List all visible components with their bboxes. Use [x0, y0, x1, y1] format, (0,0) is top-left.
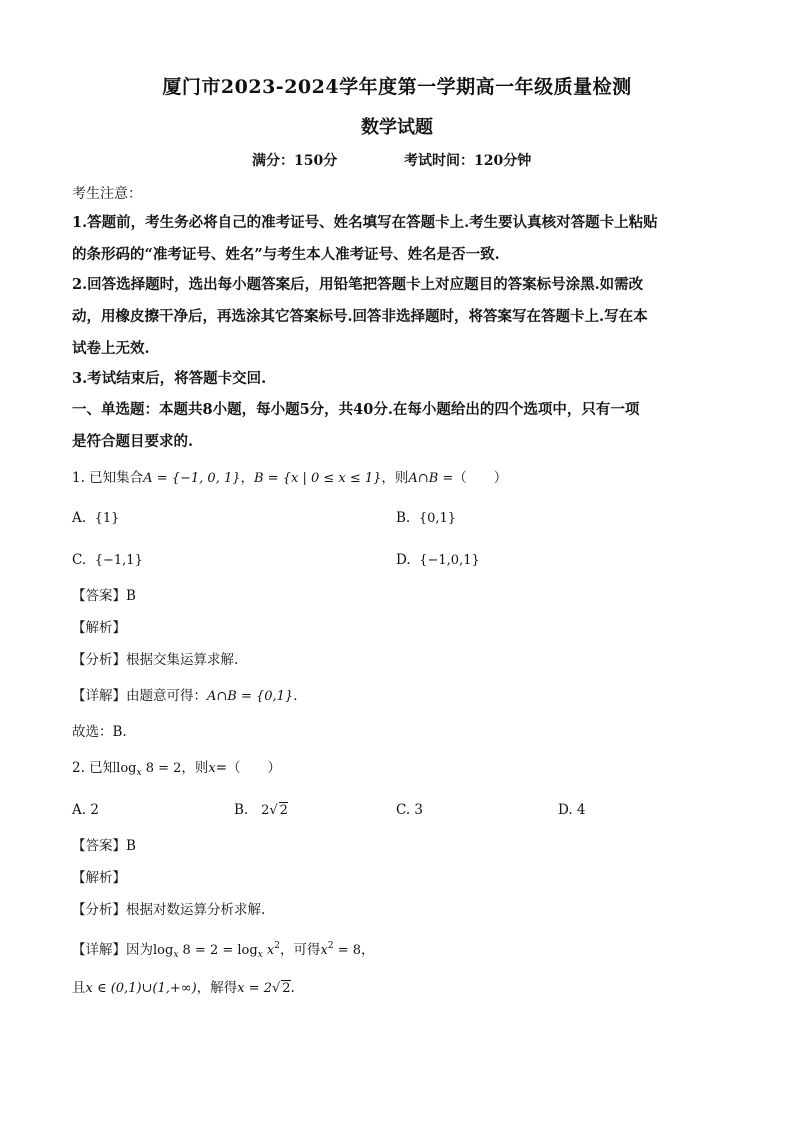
question-1-stem: [72, 468, 507, 489]
notice-label: 考生注意：: [72, 186, 142, 202]
q1-detail: [72, 686, 298, 707]
exam-time: 考试时间：120分钟: [404, 153, 532, 169]
q2-line2-text-2: ，解得: [196, 980, 238, 996]
q2-option-b-radicand: 2: [279, 803, 288, 818]
q2-analysis-tag: 【解析】: [72, 870, 126, 886]
notice-item-3: 3.考试结束后，将答题卡交回.: [72, 370, 267, 387]
q1-fenxi-text: 根据交集运算求解.: [126, 652, 239, 668]
q2-detail-tag: 【详解】: [72, 942, 126, 958]
q2-detail-line-2: 且x ∈ (0,1)∪(1,+∞)，解得x = 2√ 2.: [72, 980, 295, 996]
q2-eq-rest: 8 = 2: [145, 761, 182, 776]
q1-detail-end: .: [293, 688, 298, 704]
notice-item-2: [72, 269, 724, 365]
q2-answer-value: B: [126, 838, 136, 854]
q2-answer-tag: 【答案】: [72, 838, 126, 854]
exam-subtitle: 数学试题: [361, 117, 433, 138]
notice-item-2-line-1: 2.回答选择题时，选出每小题答案后，用铅笔把答题卡上对应题目的答案标号涂黑.如需改: [72, 276, 644, 293]
q2-option-d: D. 4: [558, 802, 586, 818]
q1-expr: A∩B =: [408, 471, 454, 486]
section-1-heading: [72, 394, 724, 458]
q1-answer-value: B: [126, 588, 136, 604]
q2-detail-log-2: 8 = 2 = log: [182, 943, 258, 958]
q2-detail-log-1: log: [153, 943, 174, 958]
q2-prefix: 2. 已知: [72, 760, 117, 776]
q2-fenxi-tag: 【分析】: [72, 902, 126, 918]
q2-detail-x: x: [266, 943, 275, 958]
notice-item-1: [72, 207, 724, 271]
q2-line2-text-1: 且: [72, 980, 86, 996]
q1-option-a-label: A.: [72, 510, 87, 526]
q1-fenxi: [72, 650, 238, 670]
section-1-line-1: 一、单选题：本题共8小题，每小题5分，共40分.在每小题给出的四个选项中，只有一项: [72, 401, 640, 418]
q2-log-base: x: [136, 768, 142, 778]
q2-fenxi-text: 根据对数运算分析求解.: [126, 902, 266, 918]
q1-option-b-label: B.: [396, 510, 411, 526]
q2-detail: [72, 936, 375, 965]
q2-fenxi: [72, 900, 265, 920]
q1-analysis-tag: 【解析】: [72, 620, 126, 636]
q1-prefix: 1. 已知集合: [72, 470, 144, 486]
q1-option-d: [396, 550, 480, 571]
q2-option-a: A. 2: [72, 802, 99, 818]
q1-option-c-label: C.: [72, 552, 87, 568]
q1-ask: ，则: [381, 470, 409, 486]
question-2-stem: [72, 758, 281, 783]
q2-answer: [72, 836, 136, 856]
q1-paren: （ ）: [453, 470, 508, 486]
q1-set-b: B = {x | 0 ≤ x ≤ 1}: [254, 471, 382, 486]
q2-detail-x-2-exp: 2: [327, 941, 334, 951]
q1-detail-text: 由题意可得：: [126, 688, 207, 704]
q1-choose: 故选：B.: [72, 724, 127, 740]
q2-detail-text-2: ，可得: [280, 942, 321, 958]
section-1-line-2: 是符合题目要求的.: [72, 433, 194, 450]
q1-option-c-value: {−1,1}: [94, 553, 143, 568]
q2-option-c: C. 3: [396, 802, 424, 818]
q1-option-b: [396, 508, 456, 529]
q1-option-a-value: {1}: [94, 511, 120, 526]
q1-answer-tag: 【答案】: [72, 588, 126, 604]
q1-option-d-value: {−1,0,1}: [419, 553, 480, 568]
q1-sep: ，: [240, 470, 254, 486]
q2-option-b: B. 2√ 2: [234, 802, 288, 818]
q1-option-b-value: {0,1}: [418, 511, 457, 526]
q1-option-d-label: D.: [396, 552, 411, 568]
q1-option-c: [72, 550, 143, 571]
notice-item-2-line-3: 试卷上无效.: [72, 340, 150, 357]
q2-detail-eq-8: = 8: [333, 943, 362, 958]
q1-detail-expr: A∩B = {0,1}: [207, 689, 294, 704]
notice-item-1-line-2: 的条形码的“准考证号、姓名”与考生本人准考证号、姓名是否一致.: [72, 246, 500, 263]
q2-detail-text-3: ，: [361, 942, 375, 958]
q2-ask: ，则: [181, 760, 209, 776]
q1-fenxi-tag: 【分析】: [72, 652, 126, 668]
q2-option-b-coef: 2: [261, 803, 270, 818]
q2-detail-x-exp: 2: [274, 941, 280, 951]
q2-line2-end: .: [290, 980, 295, 996]
q1-option-a: [72, 508, 119, 529]
q2-line2-solution: x = 2: [237, 981, 272, 996]
q1-set-a: A = {−1, 0, 1}: [143, 471, 241, 486]
q2-log: log: [116, 761, 137, 776]
q2-var: x: [208, 761, 216, 776]
notice-item-1-line-1: 1.答题前，考生务必将自己的准考证号、姓名填写在答题卡上.考生要认真核对答题卡上粘贴: [72, 214, 658, 231]
q2-line2-radicand: 2: [282, 981, 291, 996]
q1-detail-tag: 【详解】: [72, 688, 126, 704]
q2-option-b-label: B.: [234, 802, 249, 818]
exam-title: 厦门市2023-2024学年度第一学期高一年级质量检测: [162, 76, 632, 98]
q1-answer: [72, 586, 136, 606]
q2-detail-log-2-base: x: [257, 950, 263, 960]
q2-ask-end: =（ ）: [215, 760, 282, 776]
q2-detail-log-1-base: x: [173, 950, 179, 960]
q2-detail-x-2: x: [320, 943, 328, 958]
full-score: 满分：150分: [252, 153, 338, 169]
q2-detail-text-1: 因为: [126, 942, 153, 958]
notice-item-2-line-2: 动，用橡皮擦干净后，再选涂其它答案标号.回答非选择题时，将答案写在答题卡上.写在本: [72, 308, 648, 325]
q2-line2-domain: x ∈ (0,1)∪(1,+∞): [85, 981, 197, 996]
